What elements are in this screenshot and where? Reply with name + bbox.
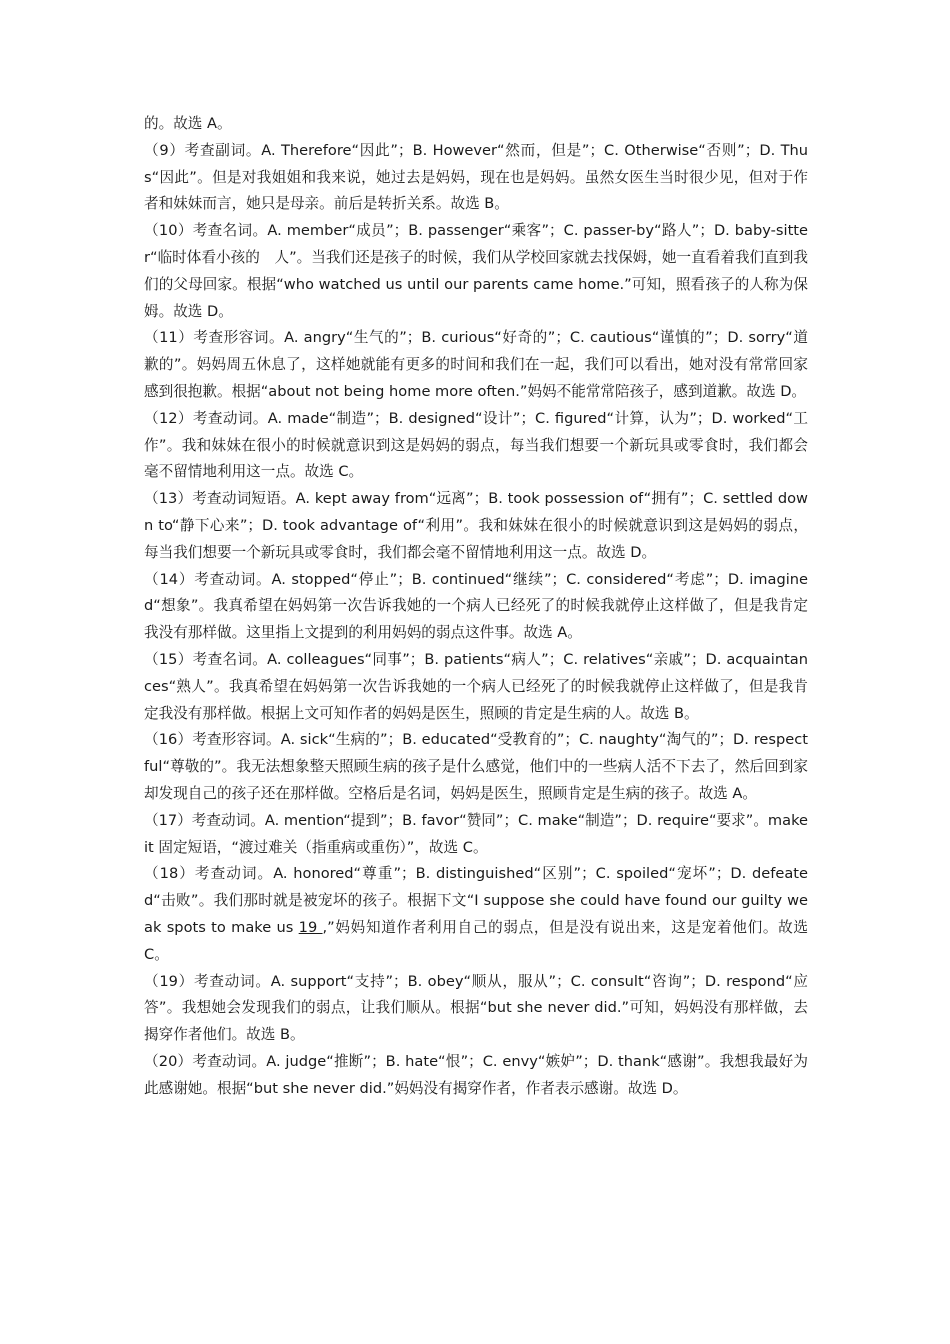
answer-paragraph-19: （19）考查动词。A. support“支持”；B. obey“顺从，服从”；C. consult“咨询”；D. respond“应答”。我想她会发现我们的弱点，让我们顺从。根据“but she never did.”可知，妈妈没有那样做，去揭穿作者他们。故选 B。 [144,972,808,1044]
answer-paragraph-17: （17）考查动词。A. mention“提到”；B. favor“赞同”；C. make“制造”；D. require“要求”。make it 固定短语，“渡过难关（指重病或重伤）”，故选 C。 [144,811,808,856]
answer-paragraph-12: （12）考查动词。A. made“制造”；B. designed“设计”；C. figured“计算，认为”；D. worked“工作”。我和妹妹在很小的时候就意识到这是妈妈的弱点，每当我们想要一个新玩具或零食时，我们都会毫不留情地利用这一点。故选 C。 [144,409,808,481]
paragraph-text-before-blank: （18）考查动词。A. honored“尊重”；B. distinguished“区别”；C. spoiled“宠坏”；D. defeated“击败”。我们那时就是被宠坏的孩子。根据下文“I suppose she could have found our guilty weak spots to make us [144,865,808,936]
answer-paragraph-16: （16）考查形容词。A. sick“生病的”；B. educated“受教育的”；C. naughty“淘气的”；D. respectful“尊敬的”。我无法想象整天照顾生病的孩子是什么感觉，他们中的一些病人活不下去了，然后回到家却发现自己的孩子还在那样做。空格后是名词，妈妈是医生，照顾肯定是生病的孩子。故选 A。 [144,731,808,802]
answer-paragraph-15: （15）考查名词。A. colleagues“同事”；B. patients“病人”；C. relatives“亲戚”；D. acquaintances“熟人”。我真希望在妈妈第一次告诉我她的一个病人已经死了的时候我就停止这样做了，但是我肯定我没有那样做。根据上文可知作者的妈妈是医生，照顾的肯定是生病的人。故选 B。 [144,650,808,722]
answer-paragraph-14: （14）考查动词。A. stopped“停止”；B. continued“继续”；C. considered“考虑”；D. imagined“想象”。我真希望在妈妈第一次告诉我她的一个病人已经死了的时候我就停止这样做了，但是我肯定我没有那样做。这里指上文提到的利用妈妈的弱点这件事。故选 A。 [144,570,808,642]
paragraph-text-after-blank: ,”妈妈知道作者利用自己的弱点，但是没有说出来，这是宠着他们。故选 C。 [144,918,808,963]
answer-paragraph-13: （13）考查动词短语。A. kept away from“远离”；B. took possession of“拥有”；C. settled down to“静下心来”；D. took advantage of“利用”。我和妹妹在很小的时候就意识到这是妈妈的弱点，每当我们想要一个新玩具或零食时，我们都会毫不留情地利用这一点。故选 D。 [144,490,808,561]
answer-paragraph-20: （20）考查动词。A. judge“推断”；B. hate“恨”；C. envy“嫉妒”；D. thank“感谢”。我想我最好为此感谢她。根据“but she never did.”妈妈没有揭穿作者，作者表示感谢。故选 D。 [144,1052,808,1097]
answer-paragraph-8-end: 的。故选 A。 [144,115,232,132]
document-page [144,111,808,1102]
answer-paragraph-18 [144,861,808,968]
answer-paragraph-10: （10）考查名词。A. member“成员”；B. passenger“乘客”；C. passer-by“路人”；D. baby-sitter“临时体看小孩的 人”。当我们还是孩子的时候，我们从学校回家就去找保姆，她一直看着我们直到我们的父母回家。根据“who watched us until our parents came home.”可知，照看孩子的人称为保姆。故选 D。 [144,222,808,320]
answer-paragraph-9: （9）考查副词。A. Therefore“因此”；B. However“然而，但是”；C. Otherwise“否则”；D. Thus“因此”。但是对我姐姐和我来说，她过去是妈妈，现在也是妈妈。虽然女医生当时很少见，但对于作者和妹妹而言，她只是母亲。前后是转折关系。故选 B。 [144,141,808,213]
blank-19-underlined: 19 [298,918,323,936]
answer-paragraph-11: （11）考查形容词。A. angry“生气的”；B. curious“好奇的”；C. cautious“谨慎的”；D. sorry“道歉的”。妈妈周五休息了，这样她就能有更多的时间和我们在一起，我们可以看出，她对没有常常回家感到很抱歉。根据“about not being home more often.”妈妈不能常常陪孩子，感到道歉。故选 D。 [144,329,808,400]
